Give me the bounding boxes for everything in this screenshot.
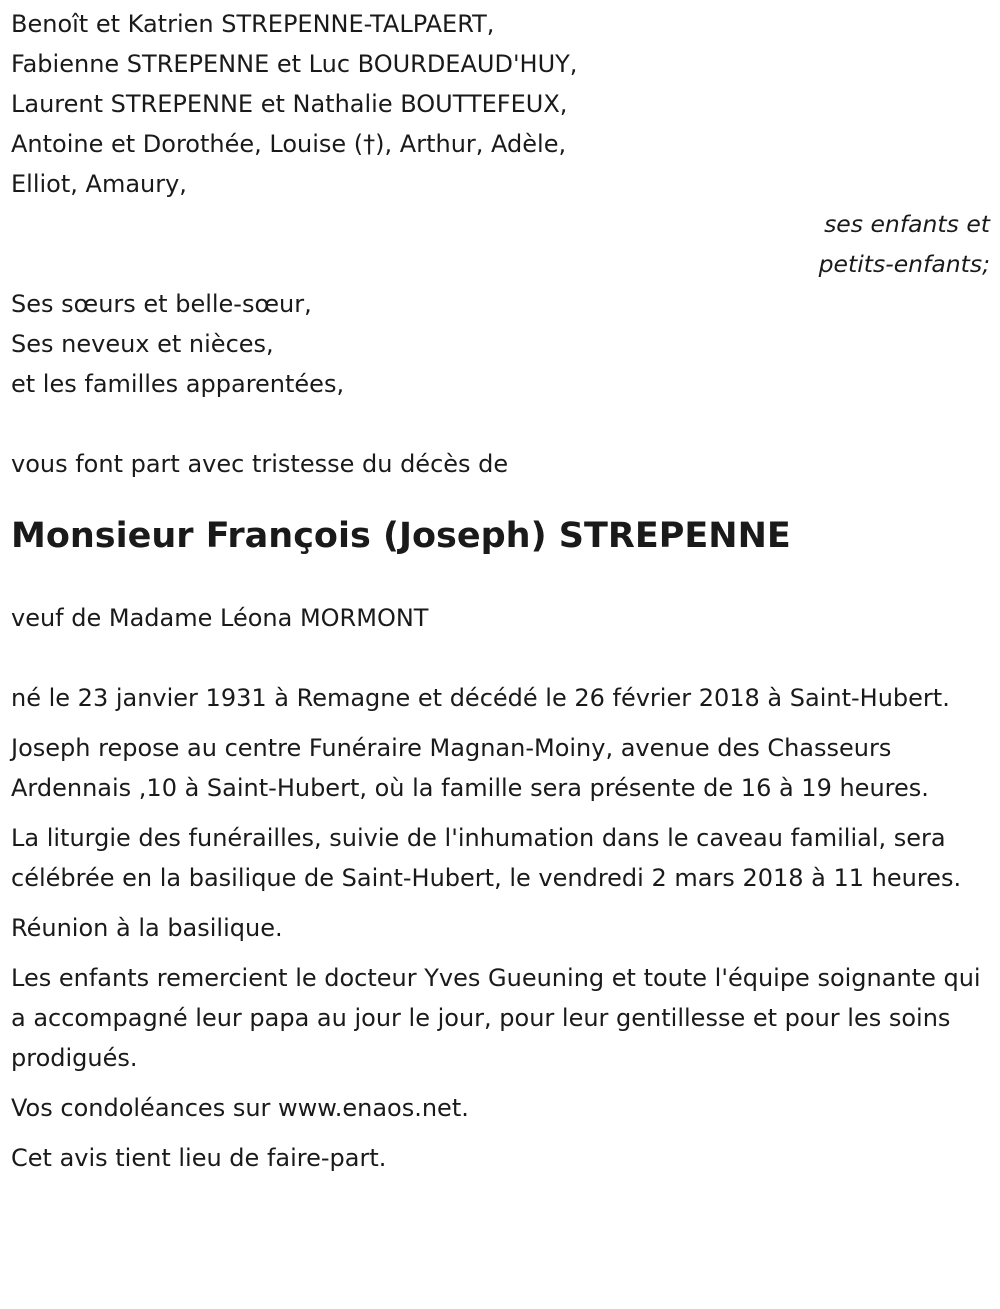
funeral-paragraph: La liturgie des funérailles, suivie de l'inhumation dans le caveau familial, sera célébrée en la basilique de Saint-Hubert, le vendredi 2 mars 2018 à 11 heures. — [11, 824, 962, 892]
family-line-5: Elliot, Amaury, — [11, 170, 187, 198]
birth-death-paragraph: né le 23 janvier 1931 à Remagne et décédé le 26 février 2018 à Saint-Hubert. — [11, 684, 950, 712]
widower-text: veuf de Madame Léona MORMONT — [11, 604, 429, 632]
relatives-list — [11, 284, 990, 404]
condolences-paragraph: Vos condoléances sur www.enaos.net. — [11, 1094, 469, 1122]
relatives-line-3: et les familles apparentées, — [11, 370, 345, 398]
family-line-1: Benoît et Katrien STREPENNE-TALPAERT, — [11, 10, 495, 38]
details-section — [11, 678, 990, 1178]
family-list — [11, 0, 990, 204]
reunion-paragraph: Réunion à la basilique. — [11, 914, 283, 942]
obituary-notice — [11, 0, 990, 1188]
family-line-3: Laurent STREPENNE et Nathalie BOUTTEFEUX, — [11, 90, 568, 118]
family-line-4: Antoine et Dorothée, Louise (†), Arthur, Adèle, — [11, 130, 567, 158]
family-relation — [11, 204, 990, 284]
relation-line-2: petits-enfants; — [818, 250, 990, 278]
visitation-paragraph: Joseph repose au centre Funéraire Magnan-Moiny, avenue des Chasseurs Ardennais ,10 à Saint-Hubert, où la famille sera présente de 16 à 19 heures. — [11, 734, 929, 802]
announcement-text: vous font part avec tristesse du décès de — [11, 450, 509, 478]
thanks-paragraph: Les enfants remercient le docteur Yves Gueuning et toute l'équipe soignante qui a accompagné leur papa au jour le jour, pour leur gentillesse et pour les soins prodigués. — [11, 964, 981, 1072]
relatives-line-1: Ses sœurs et belle-sœur, — [11, 290, 312, 318]
notice-paragraph: Cet avis tient lieu de faire-part. — [11, 1144, 387, 1172]
family-line-2: Fabienne STREPENNE et Luc BOURDEAUD'HUY, — [11, 50, 578, 78]
deceased-name: Monsieur François (Joseph) STREPENNE — [11, 516, 791, 556]
relation-line-1: ses enfants et — [824, 210, 990, 238]
relatives-line-2: Ses neveux et nièces, — [11, 330, 274, 358]
